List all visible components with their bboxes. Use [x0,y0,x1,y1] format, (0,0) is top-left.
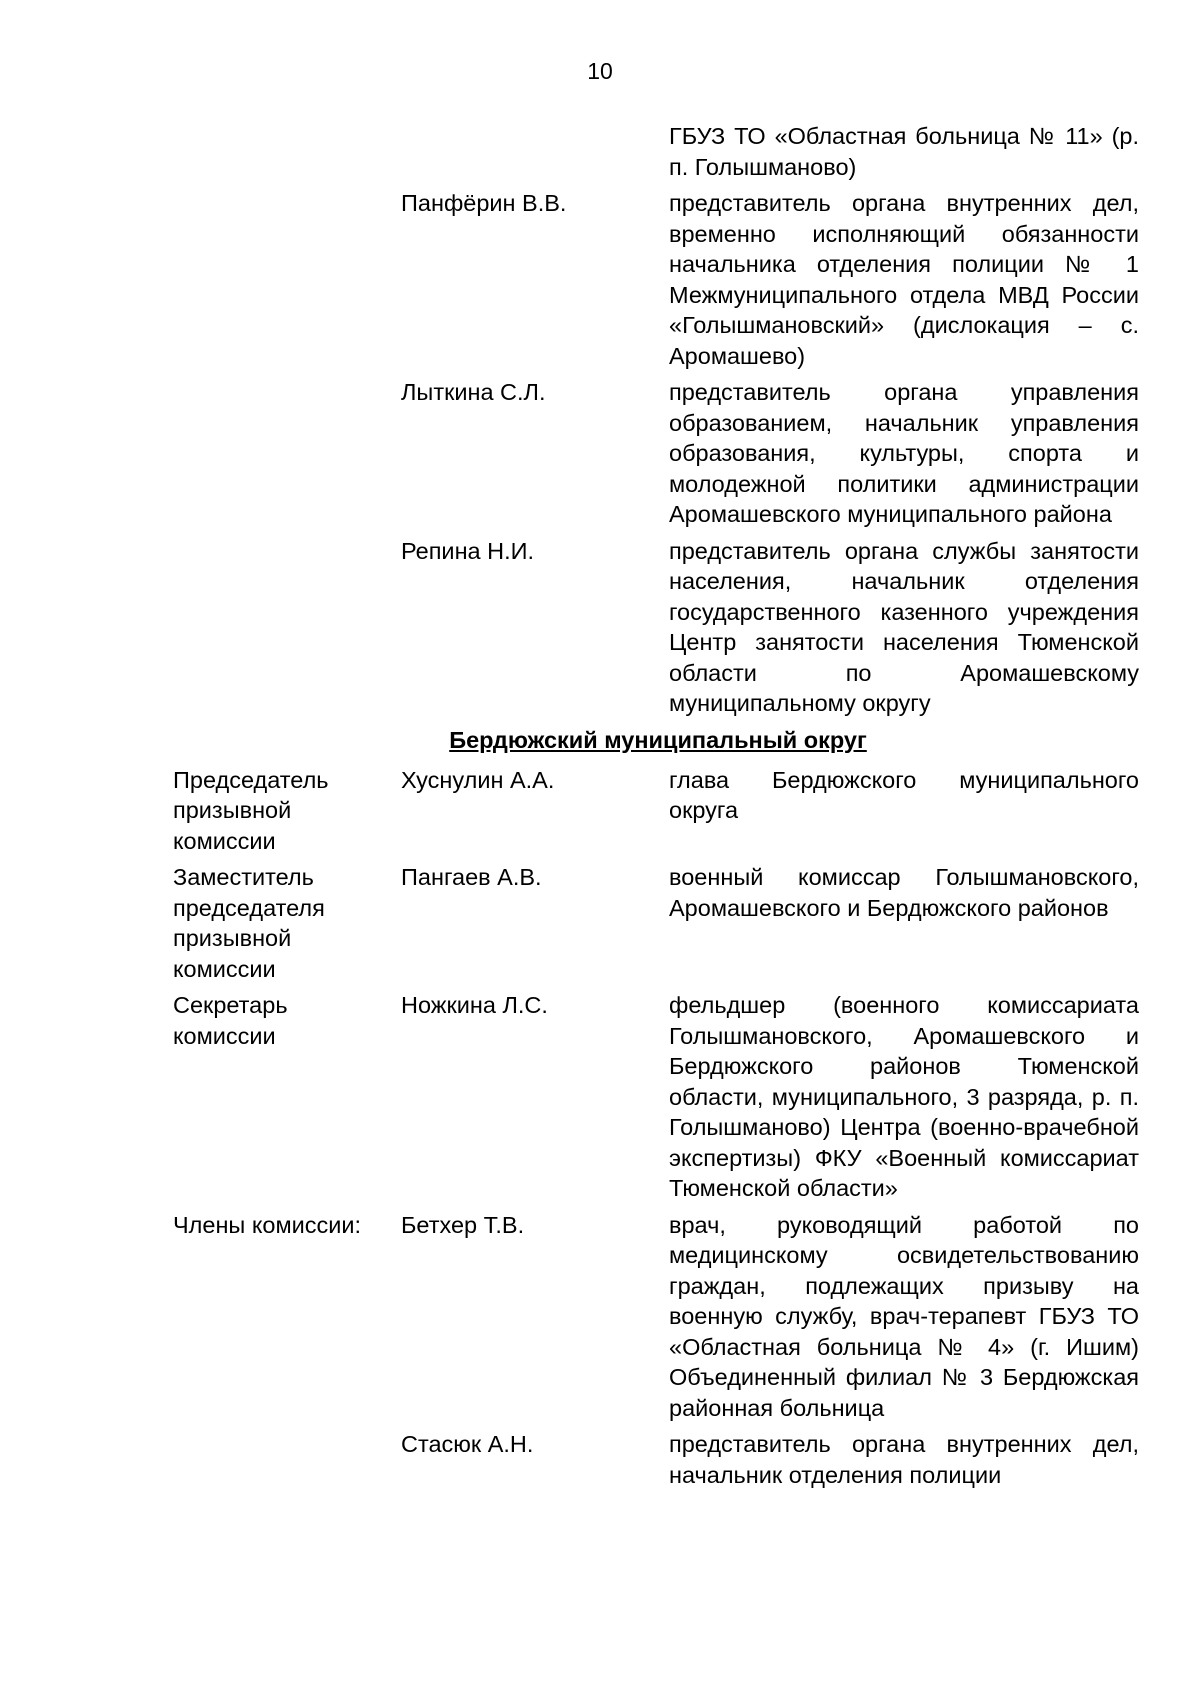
member-row [173,765,1143,857]
member-row [173,121,1143,182]
member-role [173,188,401,371]
member-role: Секретарь комиссии [173,992,288,1049]
member-position: представитель органа службы занятости населения, начальник отделения государственного казенного учреждения Центр занятости населения Тюменской области по Аромашевскому муниципальному округу [669,537,1139,716]
member-position: военный комиссар Голышмановского, Аромашевского и Бердюжского районов [669,864,1139,921]
member-position: представитель органа внутренних дел, начальник отделения полиции [669,1431,1139,1488]
member-name: Хуснулин А.А. [401,766,555,793]
member-name: Ножкина Л.С. [401,992,548,1018]
member-name: Бетхер Т.В. [401,1211,525,1238]
member-role [173,121,401,182]
member-role [173,536,401,719]
member-row [173,1429,1143,1490]
member-row [173,188,1143,371]
member-position: представитель органа внутренних дел, временно исполняющий обязанности начальника отделения полиции № 1 Межмуниципального отдела МВД России «Голышмановский» (дислокация – с. Аромашево) [669,190,1139,369]
member-role: Члены комиссии: [173,1211,362,1238]
member-row [173,862,1143,984]
member-row [173,1210,1143,1424]
commission-list [173,121,1143,1496]
section-heading: Бердюжский муниципальный округ [449,726,867,753]
member-name: Пангаев А.В. [401,864,542,890]
member-row [173,377,1143,530]
member-position: фельдшер (военного комиссариата Голышмановского, Аромашевского и Бердюжского районов Тюменской области, муниципального, 3 разряда, р. п. Голышманово) Центра (военно-врачебной экспертизы) ФКУ «Военный комиссариат Тюменской области» [669,992,1139,1201]
page-number: 10 [587,58,613,84]
member-position: врач, руководящий работой по медицинскому освидетельствованию граждан, подлежащих призыву на военную службу, врач-терапевт ГБУЗ ТО «Областная больница № 4» (г. Ишим) Объединенный филиал № 3 Бердюжская районная больница [669,1211,1139,1421]
member-position: ГБУЗ ТО «Областная больница № 11» (р. п. Голышманово) [669,123,1139,180]
member-name: Репина Н.И. [401,537,535,564]
member-role: Председатель призывной комиссии [173,766,329,854]
member-row [173,536,1143,719]
member-role [173,1429,401,1490]
member-name: Стасюк А.Н. [401,1431,534,1457]
member-role [173,377,401,530]
member-row [173,990,1143,1204]
member-position: представитель органа управления образованием, начальник управления образования, культуры, спорта и молодежной политики администрации Аромашевского муниципального района [669,379,1139,527]
member-name: Лыткина С.Л. [401,379,546,405]
member-role: Заместитель председателя призывной комиссии [173,864,325,982]
member-position: глава Бердюжского муниципального округа [669,766,1139,823]
member-name [401,121,669,182]
member-name: Панфёрин В.В. [401,190,567,216]
